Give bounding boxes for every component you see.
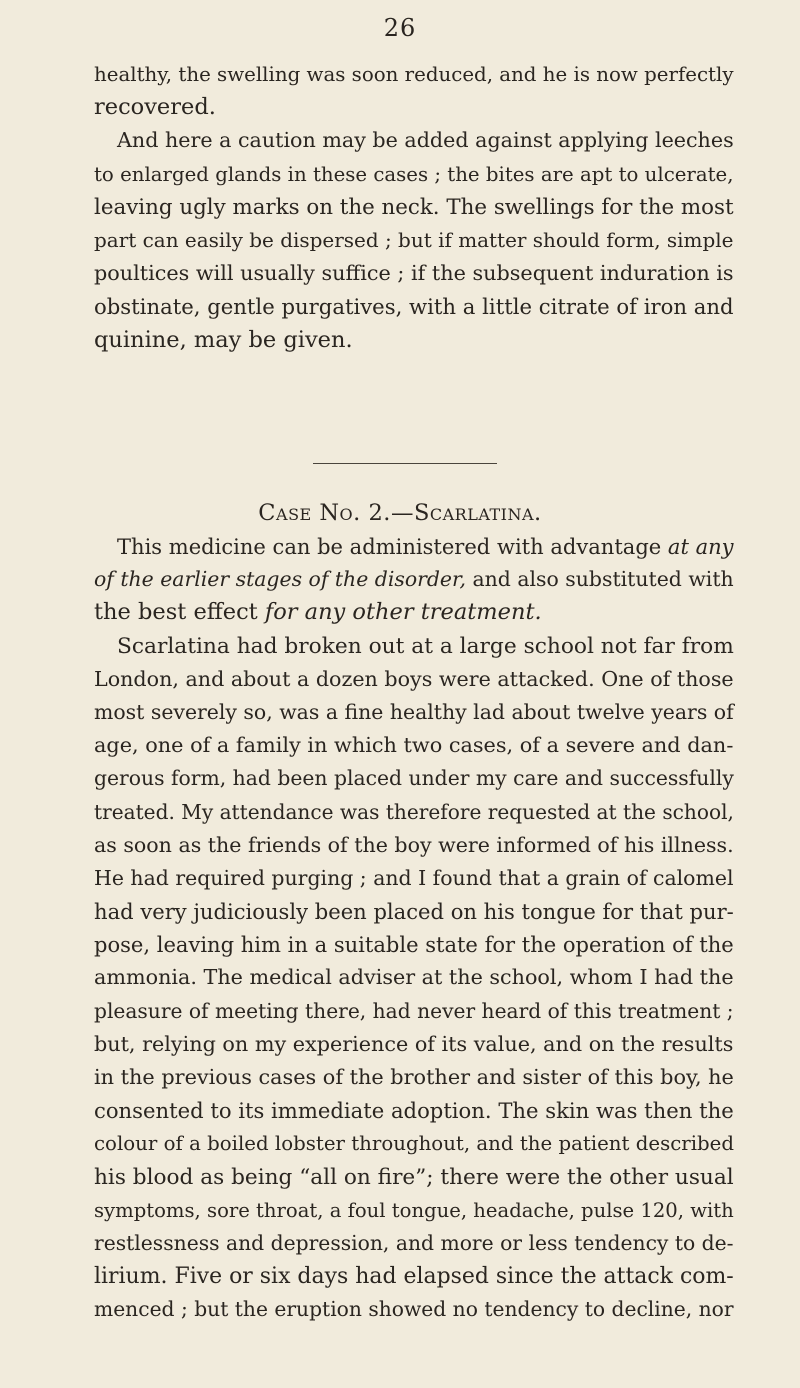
- text-line: And here a caution may be added against applying leeches: [117, 128, 734, 153]
- text-line: in the previous cases of the brother and sister of this boy, he: [94, 1065, 734, 1089]
- text-line: pose, leaving him in a suitable state for the operation of the: [94, 932, 734, 958]
- section-divider: [313, 463, 497, 464]
- text-line: quinine, may be given.: [94, 326, 353, 353]
- text-line: of the earlier stages of the disorder, and also substituted with: [94, 567, 734, 592]
- text-line: He had required purging ; and I found that a grain of calomel: [94, 865, 734, 890]
- page-number: 26: [383, 14, 417, 42]
- text-line: ammonia. The medical adviser at the school, whom I had the: [94, 965, 734, 990]
- text-line: but, relying on my experience of its value, and on the results: [94, 1031, 734, 1056]
- text-line: consented to its immediate adoption. The skin was then the: [94, 1098, 734, 1124]
- text-line: treated. My attendance was therefore requested at the school,: [94, 799, 734, 824]
- text-line: leaving ugly marks on the neck. The swellings for the most: [94, 194, 734, 220]
- case-label: Case No. 2.: [258, 500, 391, 526]
- text-line: obstinate, gentle purgatives, with a little citrate of iron and: [94, 294, 734, 320]
- text-line: gerous form, had been placed under my care and successfully: [94, 766, 734, 791]
- text-block-case: [94, 530, 734, 1327]
- text-line: his blood as being “all on fire”; there were the other usual: [94, 1164, 734, 1190]
- text-line: colour of a boiled lobster throughout, and the patient described: [94, 1132, 734, 1156]
- text-line: London, and about a dozen boys were attacked. One of those: [94, 666, 734, 691]
- text-line: the best effect for any other treatment.: [94, 599, 542, 626]
- text-line: healthy, the swelling was soon reduced, and he is now perfectly: [94, 63, 734, 86]
- text-line: recovered.: [94, 94, 216, 121]
- text-line: had very judiciously been placed on his tongue for that pur-: [94, 899, 734, 925]
- text-line: lirium. Five or six days had elapsed since the attack com-: [94, 1264, 734, 1290]
- text-line: most severely so, was a fine healthy lad about twelve years of: [94, 699, 734, 724]
- text-line: pleasure of meeting there, had never heard of this treatment ;: [94, 998, 734, 1023]
- text-line: symptoms, sore throat, a foul tongue, headache, pulse 120, with: [94, 1198, 734, 1222]
- text-line: as soon as the friends of the boy were informed of his illness.: [94, 832, 734, 857]
- heading-dash: —: [390, 500, 414, 526]
- text-line: poultices will usually suffice ; if the subsequent induration is: [94, 261, 734, 286]
- text-line: This medicine can be administered with advantage at any: [117, 534, 734, 559]
- case-title: Scarlatina.: [413, 500, 542, 526]
- text-block-top: [94, 58, 734, 357]
- text-line: menced ; but the eruption showed no tendency to decline, nor: [94, 1297, 734, 1322]
- text-line: to enlarged glands in these cases ; the bites are apt to ulcerate,: [94, 162, 734, 186]
- text-line: Scarlatina had broken out at a large school not far from: [117, 633, 734, 659]
- text-line: age, one of a family in which two cases, of a severe and dan-: [94, 733, 734, 758]
- text-line: part can easily be dispersed ; but if matter should form, simple: [94, 227, 734, 252]
- text-line: restlessness and depression, and more or less tendency to de-: [94, 1230, 734, 1255]
- case-heading: [0, 500, 800, 526]
